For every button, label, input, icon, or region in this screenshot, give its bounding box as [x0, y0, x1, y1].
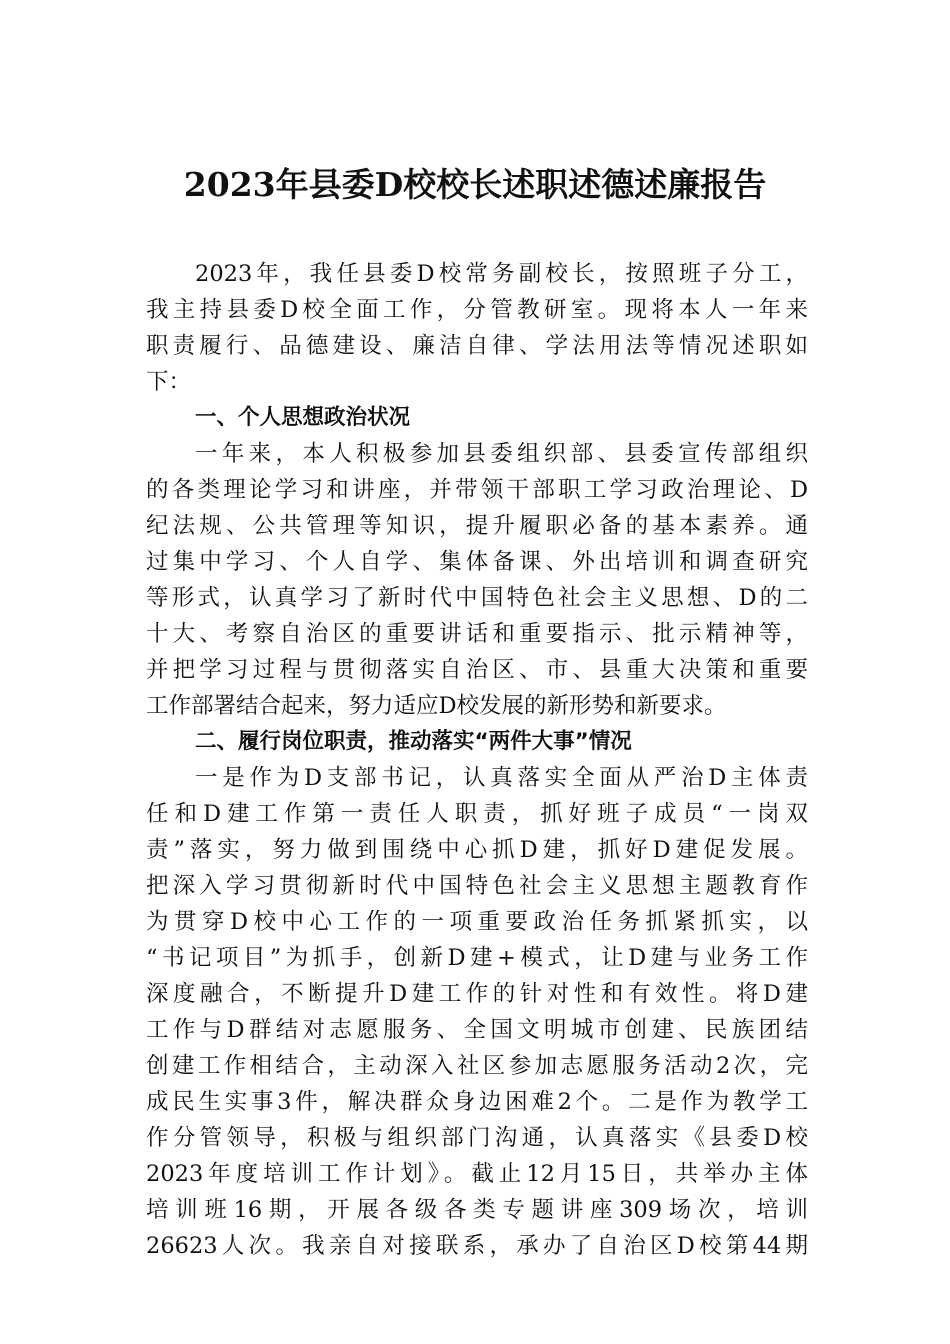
- paragraph-line: 工作与D群结对志愿服务、全国文明城市创建、民族团结: [146, 1017, 808, 1043]
- paragraph-line: 深度融合，不断提升D建工作的针对性和有效性。将D建: [146, 981, 808, 1007]
- paragraph-line: 职责履行、品德建设、廉洁自律、学法用法等情况述职如: [146, 333, 808, 359]
- paragraph-line: 一是作为D支部书记，认真落实全面从严治D主体责: [195, 765, 808, 791]
- section-heading-1: 一、个人思想政治状况: [195, 405, 411, 430]
- paragraph-line: 责”落实，努力做到围绕中心抓D建，抓好D建促发展。: [146, 837, 808, 863]
- paragraph-line: 十大、考察自治区的重要讲话和重要指示、批示精神等，: [146, 621, 808, 647]
- paragraph-line: 工作部署结合起来，努力适应D校发展的新形势和新要求。: [146, 693, 727, 719]
- paragraph-line: 过集中学习、个人自学、集体备课、外出培训和调查研究: [146, 549, 808, 575]
- paragraph-line: “书记项目”为抓手，创新D建+模式，让D建与业务工作: [146, 945, 808, 971]
- paragraph-line: 2023年，我任县委D校常务副校长，按照班子分工，: [195, 261, 808, 287]
- paragraph-line: 纪法规、公共管理等知识，提升履职必备的基本素养。通: [146, 513, 808, 539]
- paragraph-line: 创建工作相结合，主动深入社区参加志愿服务活动2次，完: [146, 1053, 808, 1079]
- paragraph-line: 一年来，本人积极参加县委组织部、县委宣传部组织: [195, 441, 808, 467]
- paragraph-line: 2023年度培训工作计划》。截止12月15日，共举办主体: [146, 1161, 808, 1187]
- document-title: 2023年县委D校校长述职述德述廉报告: [183, 165, 767, 204]
- paragraph-line: 我主持县委D校全面工作，分管教研室。现将本人一年来: [146, 297, 808, 323]
- paragraph-line: 并把学习过程与贯彻落实自治区、市、县重大决策和重要: [146, 657, 808, 683]
- paragraph-line: 作分管领导，积极与组织部门沟通，认真落实《县委D校: [146, 1125, 808, 1151]
- paragraph-line: 等形式，认真学习了新时代中国特色社会主义思想、D的二: [146, 585, 808, 611]
- paragraph-line: 培训班16期，开展各级各类专题讲座309场次，培训: [146, 1197, 808, 1223]
- document-body: [146, 256, 808, 1264]
- paragraph-line: 把深入学习贯彻新时代中国特色社会主义思想主题教育作: [146, 873, 808, 899]
- paragraph-line: 任和D建工作第一责任人职责，抓好班子成员“一岗双: [146, 801, 808, 827]
- paragraph-line: 26623人次。我亲自对接联系，承办了自治区D校第44期: [146, 1233, 808, 1259]
- section-heading-2: 二、履行岗位职责，推动落实“两件大事”情况: [195, 729, 632, 754]
- paragraph-line: 的各类理论学习和讲座，并带领干部职工学习政治理论、D: [146, 477, 808, 503]
- paragraph-line: 成民生实事3件，解决群众身边困难2个。二是作为教学工: [146, 1089, 808, 1115]
- paragraph-line: 为贯穿D校中心工作的一项重要政治任务抓紧抓实，以: [146, 909, 808, 935]
- paragraph-line: 下：: [146, 369, 192, 395]
